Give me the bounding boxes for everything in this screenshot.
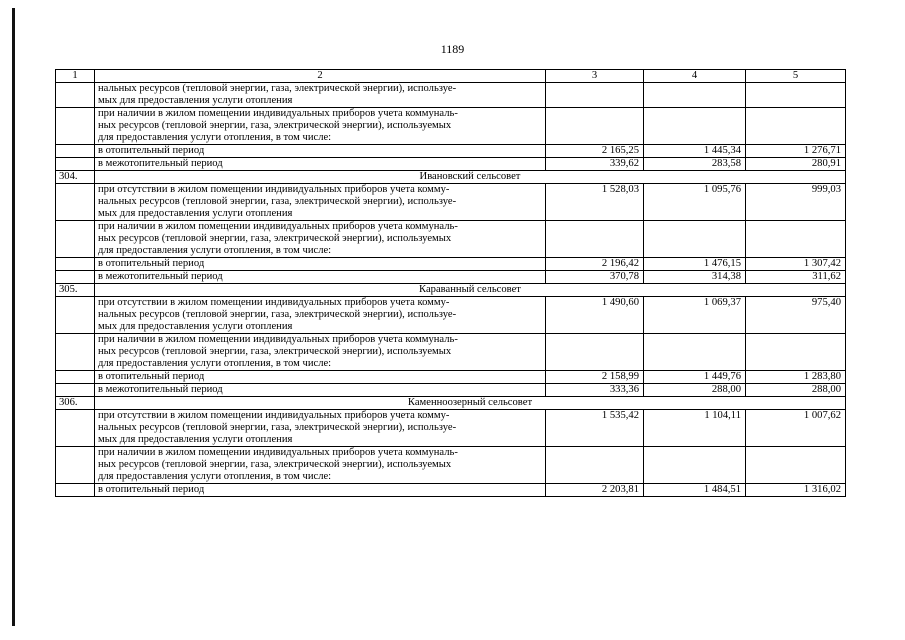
value-col-3: 2 196,42 [546,258,644,271]
column-header-3: 3 [546,70,644,83]
row-number: 304. [56,171,95,184]
table-row [56,384,846,397]
section-row [56,171,846,184]
value-col-3: 1 490,60 [546,297,644,334]
row-description: при отсутствии в жилом помещении индивидуальных приборов учета комму- нальных ресурсов (тепловой энергии, газа, электрической энергии), используе- мых для предоставления услуги отопления [95,410,546,447]
value-col-3 [546,447,644,484]
row-description: в отопительный период [95,258,546,271]
section-title: Караванный сельсовет [95,284,846,297]
value-col-4: 1 449,76 [644,371,746,384]
table-row [56,158,846,171]
column-header-5: 5 [746,70,846,83]
table-row [56,258,846,271]
table-row [56,334,846,371]
value-col-3 [546,108,644,145]
value-col-3: 370,78 [546,271,644,284]
value-col-5 [746,83,846,108]
row-number [56,371,95,384]
column-header-1: 1 [56,70,95,83]
section-row [56,397,846,410]
value-col-3 [546,221,644,258]
value-col-4: 283,58 [644,158,746,171]
row-description: при наличии в жилом помещении индивидуальных приборов учета коммуналь- ных ресурсов (тепловой энергии, газа, электрической энергии), используемых для предоставления услуги отопления, в том числе: [95,221,546,258]
value-col-5 [746,108,846,145]
row-number: 306. [56,397,95,410]
row-number [56,384,95,397]
binding-edge [12,8,15,626]
value-col-4: 314,38 [644,271,746,284]
value-col-5: 280,91 [746,158,846,171]
row-number [56,410,95,447]
row-number [56,108,95,145]
row-description: в отопительный период [95,484,546,497]
table-row [56,410,846,447]
value-col-4: 1 104,11 [644,410,746,447]
row-description: в отопительный период [95,145,546,158]
value-col-3: 333,36 [546,384,644,397]
value-col-3: 2 203,81 [546,484,644,497]
section-row [56,284,846,297]
value-col-5: 999,03 [746,184,846,221]
row-number [56,83,95,108]
row-number [56,271,95,284]
table-row [56,484,846,497]
section-title: Каменноозерный сельсовет [95,397,846,410]
row-number [56,158,95,171]
row-number [56,297,95,334]
table-row [56,108,846,145]
column-header-2: 2 [95,70,546,83]
value-col-4: 1 069,37 [644,297,746,334]
row-number [56,447,95,484]
value-col-4 [644,447,746,484]
table-row [56,83,846,108]
table-header-row [56,70,846,83]
row-description: при отсутствии в жилом помещении индивидуальных приборов учета комму- нальных ресурсов (тепловой энергии, газа, электрической энергии), используе- мых для предоставления услуги отопления [95,297,546,334]
value-col-3: 339,62 [546,158,644,171]
value-col-5: 975,40 [746,297,846,334]
value-col-5: 1 316,02 [746,484,846,497]
value-col-4 [644,108,746,145]
value-col-4: 1 484,51 [644,484,746,497]
tariff-table [55,69,846,497]
row-description: при наличии в жилом помещении индивидуальных приборов учета коммуналь- ных ресурсов (тепловой энергии, газа, электрической энергии), используемых для предоставления услуги отопления, в том числе: [95,447,546,484]
value-col-5: 288,00 [746,384,846,397]
table-row [56,271,846,284]
value-col-4 [644,221,746,258]
value-col-5: 1 007,62 [746,410,846,447]
value-col-5: 1 283,80 [746,371,846,384]
value-col-5 [746,221,846,258]
row-description: в отопительный период [95,371,546,384]
row-description: при наличии в жилом помещении индивидуальных приборов учета коммуналь- ных ресурсов (тепловой энергии, газа, электрической энергии), используемых для предоставления услуги отопления, в том числе: [95,108,546,145]
row-description: нальных ресурсов (тепловой энергии, газа, электрической энергии), используе- мых для предоставления услуги отопления [95,83,546,108]
value-col-3: 1 535,42 [546,410,644,447]
table-row [56,447,846,484]
table-row [56,145,846,158]
value-col-4 [644,83,746,108]
page-number: 1189 [440,42,465,56]
value-col-5 [746,447,846,484]
value-col-5: 1 276,71 [746,145,846,158]
table-row [56,184,846,221]
value-col-3 [546,83,644,108]
value-col-4: 1 095,76 [644,184,746,221]
row-number [56,334,95,371]
row-description: при наличии в жилом помещении индивидуальных приборов учета коммуналь- ных ресурсов (тепловой энергии, газа, электрической энергии), используемых для предоставления услуги отопления, в том числе: [95,334,546,371]
value-col-3 [546,334,644,371]
value-col-3: 2 165,25 [546,145,644,158]
row-description: в межотопительный период [95,384,546,397]
value-col-4: 1 476,15 [644,258,746,271]
value-col-3: 1 528,03 [546,184,644,221]
value-col-3: 2 158,99 [546,371,644,384]
column-header-4: 4 [644,70,746,83]
value-col-4: 288,00 [644,384,746,397]
row-number: 305. [56,284,95,297]
table-row [56,221,846,258]
row-description: при отсутствии в жилом помещении индивидуальных приборов учета комму- нальных ресурсов (тепловой энергии, газа, электрической энергии), используе- мых для предоставления услуги отопления [95,184,546,221]
value-col-5: 1 307,42 [746,258,846,271]
row-number [56,258,95,271]
value-col-4: 1 445,34 [644,145,746,158]
value-col-4 [644,334,746,371]
table-row [56,297,846,334]
value-col-5 [746,334,846,371]
value-col-5: 311,62 [746,271,846,284]
row-description: в межотопительный период [95,158,546,171]
row-number [56,221,95,258]
row-number [56,484,95,497]
table-row [56,371,846,384]
row-number [56,184,95,221]
section-title: Ивановский сельсовет [95,171,846,184]
row-description: в межотопительный период [95,271,546,284]
row-number [56,145,95,158]
